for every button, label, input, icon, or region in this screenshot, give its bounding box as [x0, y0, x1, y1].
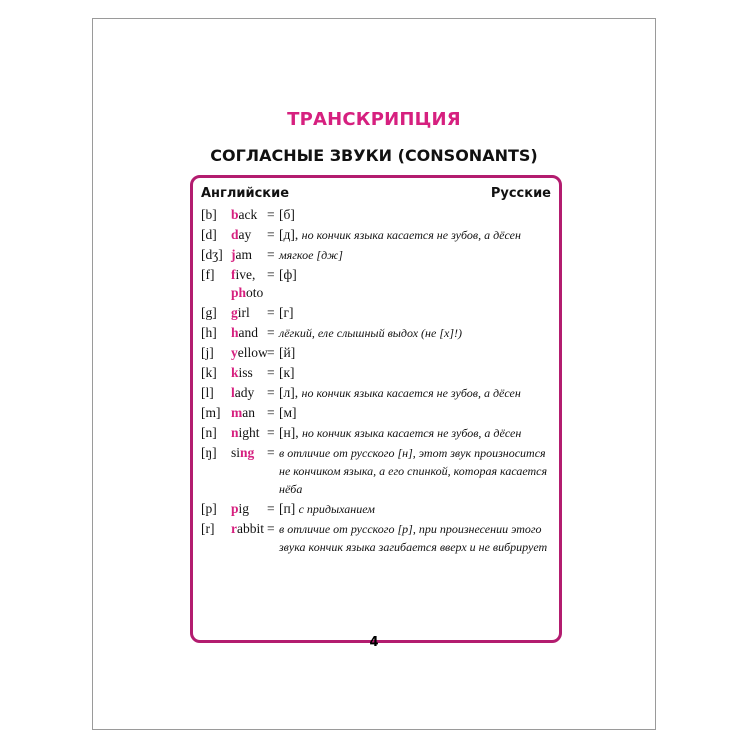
highlighted-letters: g [231, 305, 238, 320]
table-row [201, 500, 555, 518]
equals-sign: = [267, 345, 275, 360]
russian-sound: [б] [279, 207, 295, 222]
example-word [231, 266, 267, 302]
equals-sign: = [267, 207, 275, 222]
highlighted-letters: r [231, 521, 237, 536]
page-title: ТРАНСКРИПЦИЯ [287, 109, 461, 130]
highlighted-letters: j [231, 247, 236, 262]
russian-equivalent [279, 520, 555, 556]
table-row [201, 364, 555, 382]
example-word [231, 424, 267, 442]
russian-sound: [н], [279, 425, 302, 440]
word-rest: an [242, 405, 255, 420]
russian-equivalent [279, 344, 555, 362]
russian-note: в отличие от русского [н], этот звук произносится не кончиком языка, а его спинкой, которая касается нёба [279, 446, 548, 496]
russian-sound: [к] [279, 365, 295, 380]
word-rest: ack [238, 207, 258, 222]
example-word [231, 384, 267, 402]
russian-sound: [ф] [279, 267, 297, 282]
highlighted-letters: l [231, 385, 235, 400]
table-row [201, 266, 555, 302]
ipa-symbol: [h] [201, 325, 217, 340]
russian-sound: [л], [279, 385, 302, 400]
column-header-english: Английские [201, 186, 290, 201]
highlighted-letters: d [231, 227, 239, 242]
ipa-symbol: [ŋ] [201, 445, 217, 460]
equals-sign: = [267, 385, 275, 400]
equals-sign: = [267, 305, 275, 320]
table-row [201, 424, 555, 442]
ipa-symbol: [dʒ] [201, 247, 223, 262]
ipa-symbol: [p] [201, 501, 217, 516]
equals-sign: = [267, 425, 275, 440]
ipa-symbol: [k] [201, 365, 217, 380]
highlighted-letters: p [231, 501, 239, 516]
word-rest: abbit [237, 521, 264, 536]
highlighted-letters: m [231, 405, 243, 420]
table-row [201, 304, 555, 322]
highlighted-letters: k [231, 365, 239, 380]
word-rest: iss [238, 365, 253, 380]
example-word [231, 246, 267, 264]
equals-sign: = [267, 365, 275, 380]
russian-equivalent [279, 500, 555, 518]
russian-note: мягкое [дж] [279, 248, 343, 262]
equals-sign: = [267, 405, 275, 420]
example-word [231, 344, 267, 362]
russian-equivalent [279, 304, 555, 322]
russian-note: лёгкий, еле слышный выдох (не [х]!) [279, 326, 462, 340]
word-rest: irl [237, 305, 250, 320]
example-word [231, 226, 267, 244]
highlighted-letters: h [231, 325, 239, 340]
russian-equivalent [279, 364, 555, 382]
equals-sign: = [267, 247, 275, 262]
table-row [201, 226, 555, 244]
equals-sign: = [267, 227, 275, 242]
highlighted-letters: b [231, 207, 239, 222]
example-word [231, 206, 267, 224]
section-subtitle: СОГЛАСНЫЕ ЗВУКИ (CONSONANTS) [210, 146, 538, 165]
russian-equivalent [279, 384, 555, 402]
ipa-symbol: [l] [201, 385, 214, 400]
word-rest: ig [238, 501, 250, 516]
russian-equivalent [279, 246, 555, 264]
russian-equivalent [279, 226, 555, 244]
table-row [201, 404, 555, 422]
russian-sound: [п] [279, 501, 299, 516]
table-row [201, 384, 555, 402]
ipa-symbol: [r] [201, 521, 215, 536]
russian-equivalent [279, 444, 555, 498]
word-rest: and [238, 325, 259, 340]
table-row [201, 246, 555, 264]
russian-note: но кончик языка касается не зубов, а дёсен [301, 386, 521, 400]
equals-sign: = [267, 521, 275, 536]
equals-sign: = [267, 501, 275, 516]
document-page [92, 18, 656, 730]
equals-sign: = [267, 325, 275, 340]
word-rest: ellow [237, 345, 268, 360]
word-rest: ay [238, 227, 252, 242]
table-row [201, 520, 555, 556]
column-header-russian: Русские [490, 186, 551, 201]
word-rest: ady [234, 385, 255, 400]
page-number: 4 [369, 635, 379, 650]
ipa-symbol: [b] [201, 207, 217, 222]
russian-sound: [й] [279, 345, 296, 360]
example-word [231, 404, 267, 422]
example-word [231, 324, 267, 342]
ipa-symbol: [j] [201, 345, 214, 360]
russian-equivalent [279, 424, 555, 442]
russian-equivalent [279, 404, 555, 422]
equals-sign: = [267, 445, 275, 460]
russian-note: но кончик языка касается не зубов, а дёсен [301, 228, 521, 242]
table-row [201, 444, 555, 498]
table-row [201, 324, 555, 342]
russian-note: но кончик языка касается не зубов, а дёсен [301, 426, 522, 440]
ipa-symbol: [f] [201, 267, 215, 282]
highlighted-letters: ng [240, 445, 255, 460]
russian-sound: [д], [279, 227, 302, 242]
example-word [231, 364, 267, 382]
table-row [201, 206, 555, 224]
russian-note: в отличие от русского [р], при произнесении этого звука кончик языка загибается вверх и не вибрирует [279, 522, 548, 554]
example-word [231, 304, 267, 322]
table-row [201, 344, 555, 362]
table-rows [201, 206, 555, 558]
equals-sign: = [267, 267, 275, 282]
highlighted-letters: y [231, 345, 238, 360]
highlighted-letters: f [231, 267, 236, 282]
highlighted-letters-extra: ph [231, 285, 247, 300]
russian-equivalent [279, 266, 555, 284]
word-prefix: si [231, 445, 241, 460]
russian-equivalent [279, 206, 555, 224]
russian-note: с придыханием [298, 502, 375, 516]
word-rest-extra: oto [246, 285, 264, 300]
russian-sound: [г] [279, 305, 294, 320]
russian-equivalent [279, 324, 555, 342]
russian-sound: [м] [279, 405, 297, 420]
ipa-symbol: [d] [201, 227, 217, 242]
example-word [231, 500, 267, 518]
example-word [231, 520, 267, 538]
word-rest: am [235, 247, 252, 262]
word-rest: ive, [235, 267, 256, 282]
ipa-symbol: [m] [201, 405, 221, 420]
ipa-symbol: [n] [201, 425, 217, 440]
word-rest: ight [238, 425, 260, 440]
ipa-symbol: [g] [201, 305, 217, 320]
consonants-table [190, 175, 562, 643]
example-word [231, 444, 267, 462]
highlighted-letters: n [231, 425, 239, 440]
